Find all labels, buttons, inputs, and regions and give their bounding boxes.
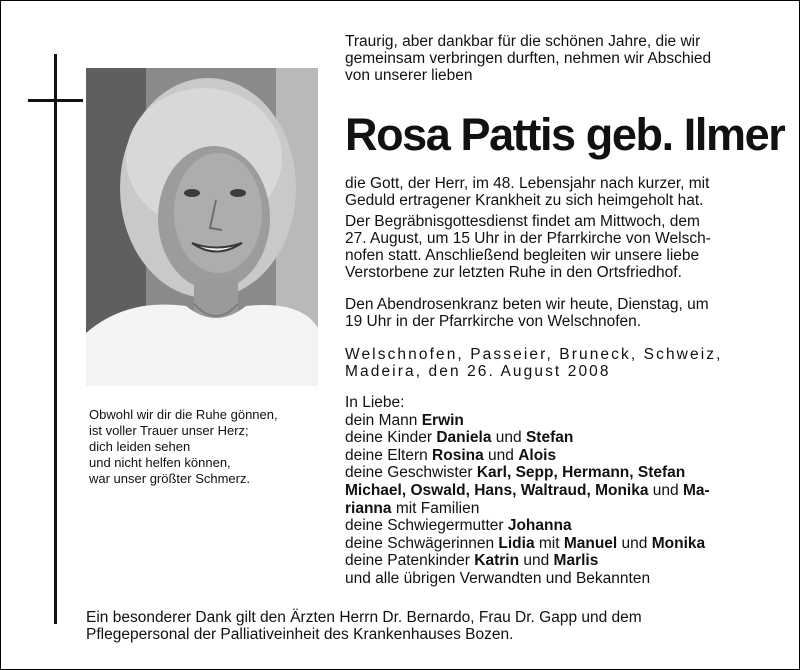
mourners-list — [345, 394, 770, 588]
place-and-date — [345, 346, 770, 380]
poem — [89, 407, 329, 487]
text-line: 19 Uhr in der Pfarrkirche von Welschnofen. — [345, 313, 642, 330]
mourner-mother-in-law: deine Schwiegermutter Johanna — [345, 517, 572, 535]
text-line: Welschnofen, Passeier, Bruneck, Schweiz, — [345, 346, 723, 363]
text-line: Pflegepersonal der Palliativeinheit des Krankenhauses Bozen. — [86, 626, 514, 643]
poem-line: ist voller Trauer unser Herz; — [89, 423, 249, 438]
intro-line: Traurig, aber dankbar für die schönen Jahre, die wir — [345, 33, 701, 50]
text-line: die Gott, der Herr, im 48. Lebensjahr nach kurzer, mit — [345, 175, 710, 192]
poem-line: und nicht helfen können, — [89, 455, 231, 470]
mourner-parents: deine Eltern Rosina und Alois — [345, 446, 557, 464]
funeral-service-info — [345, 213, 770, 281]
mourner-siblings: deine Geschwister Karl, Sepp, Hermann, Stefan — [345, 464, 686, 482]
mourners-heading: In Liebe: — [345, 394, 405, 411]
text-line: Geduld ertragener Krankheit zu sich heimgeholt hat. — [345, 192, 704, 209]
text-line: Der Begräbnisgottesdienst findet am Mittwoch, dem — [345, 213, 700, 230]
poem-line: war unser größter Schmerz. — [89, 471, 251, 486]
mourner-sisters-in-law: deine Schwägerinnen Lidia mit Manuel und Monika — [345, 534, 706, 552]
text-line: nofen statt. Anschließend begleiten wir unsere liebe — [345, 247, 700, 264]
mourner-others: und alle übrigen Verwandten und Bekannten — [345, 569, 651, 587]
acknowledgement — [86, 609, 771, 643]
mourner-husband: dein Mann Erwin — [345, 411, 464, 429]
text-line: Verstorbene zur letzten Ruhe in den Ortsfriedhof. — [345, 264, 682, 281]
intro-line: gemeinsam verbringen durften, nehmen wir Abschied — [345, 50, 712, 67]
text-line: Ein besonderer Dank gilt den Ärzten Herrn Dr. Bernardo, Frau Dr. Gapp und dem — [86, 609, 642, 626]
intro-text — [345, 33, 770, 84]
portrait-photo — [86, 68, 318, 386]
mourner-godchildren: deine Patenkinder Katrin und Marlis — [345, 552, 599, 570]
text-line: Madeira, den 26. August 2008 — [345, 363, 611, 380]
rosary-info — [345, 296, 770, 330]
death-announcement — [345, 175, 770, 209]
mourner-children: deine Kinder Daniela und Stefan — [345, 429, 574, 447]
deceased-name: Rosa Pattis geb. Ilmer — [345, 109, 785, 160]
poem-line: dich leiden sehen — [89, 439, 191, 454]
cross-icon-horizontal — [28, 99, 83, 102]
text-line: 27. August, um 15 Uhr in der Pfarrkirche von Welsch- — [345, 230, 711, 247]
text-line: Den Abendrosenkranz beten wir heute, Dienstag, um — [345, 296, 709, 313]
cross-icon-vertical — [54, 54, 57, 624]
mourner-siblings-cont: Michael, Oswald, Hans, Waltraud, Monika und Ma- — [345, 481, 710, 499]
poem-line: Obwohl wir dir die Ruhe gönnen, — [89, 407, 278, 422]
mourner-siblings-cont: rianna mit Familien — [345, 499, 480, 517]
intro-line: von unserer lieben — [345, 67, 473, 84]
